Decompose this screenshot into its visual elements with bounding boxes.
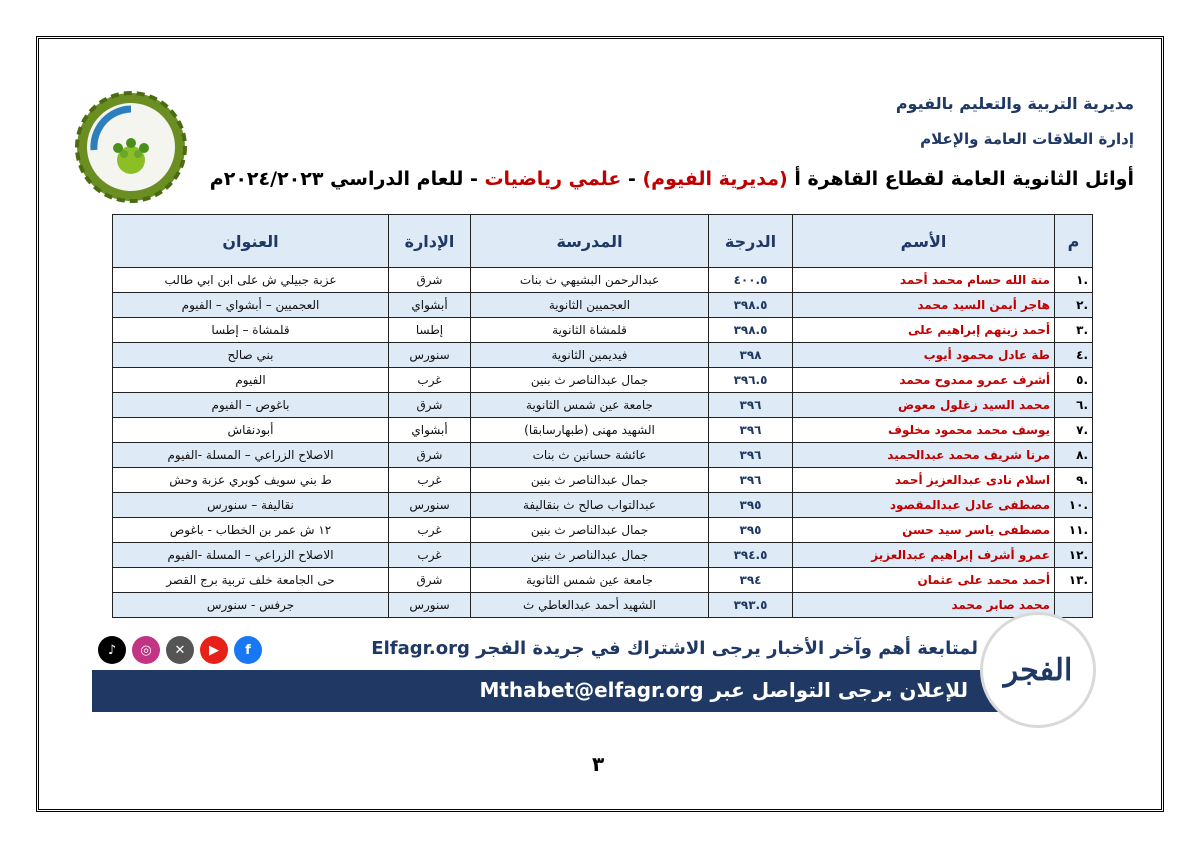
cell-name: منة الله حسام محمد أحمد [793, 268, 1055, 293]
cell-admin: شرق [389, 393, 471, 418]
cell-name: أحمد زينهم إبراهيم على [793, 318, 1055, 343]
cell-num: .٤ [1055, 343, 1093, 368]
cell-address: العجميين – أبشواي – الفيوم [113, 293, 389, 318]
cell-address: قلمشاة – إطسا [113, 318, 389, 343]
cell-grade: ٣٩٥ [709, 493, 793, 518]
cell-name: مصطفى عادل عبدالمقصود [793, 493, 1055, 518]
cell-address: الفيوم [113, 368, 389, 393]
title-part-5: - للعام الدراسي ٢٠٢٤/٢٠٢٣م [209, 168, 478, 190]
cell-address: ط بني سويف كوبري عزبة وحش [113, 468, 389, 493]
table-row [113, 268, 1093, 293]
header-address: العنوان [113, 215, 389, 268]
cell-grade: ٣٩٦ [709, 468, 793, 493]
cell-name: اسلام نادى عبدالعزيز أحمد [793, 468, 1055, 493]
social-icons [98, 636, 262, 664]
cell-name: محمد السيد زغلول معوض [793, 393, 1055, 418]
cell-school: جامعة عين شمس الثانوية [471, 393, 709, 418]
header-grade: الدرجة [709, 215, 793, 268]
table-row [113, 468, 1093, 493]
cell-school: جمال عبدالناصر ث بنين [471, 368, 709, 393]
header-num: م [1055, 215, 1093, 268]
cell-address: حى الجامعة خلف تربية برج القصر [113, 568, 389, 593]
page-number: ٣ [592, 752, 605, 776]
cell-num: .٢ [1055, 293, 1093, 318]
elfagr-logo-icon: الفجر [1003, 652, 1073, 688]
table-row [113, 543, 1093, 568]
cell-grade: ٣٩٤.٥ [709, 543, 793, 568]
cell-admin: أبشواي [389, 418, 471, 443]
cell-school: جمال عبدالناصر ث بنين [471, 518, 709, 543]
table-row [113, 343, 1093, 368]
cell-num: .٣ [1055, 318, 1093, 343]
cell-school: العجميين الثانوية [471, 293, 709, 318]
cell-num [1055, 593, 1093, 618]
title-part-2: (مديرية الفيوم) [642, 168, 788, 190]
cell-grade: ٣٩٦ [709, 393, 793, 418]
cell-admin: غرب [389, 518, 471, 543]
cell-num: .١١ [1055, 518, 1093, 543]
cell-address: ١٢ ش عمر بن الخطاب - باغوص [113, 518, 389, 543]
cell-school: عبدالرحمن البشيهي ث بنات [471, 268, 709, 293]
cell-admin: سنورس [389, 593, 471, 618]
cell-admin: سنورس [389, 493, 471, 518]
cell-grade: ٣٩٨.٥ [709, 293, 793, 318]
cell-school: قلمشاة الثانوية [471, 318, 709, 343]
cell-name: مرنا شريف محمد عبدالحميد [793, 443, 1055, 468]
cell-num: .٩ [1055, 468, 1093, 493]
cell-name: أحمد محمد على عثمان [793, 568, 1055, 593]
cell-grade: ٣٩٨.٥ [709, 318, 793, 343]
cell-grade: ٣٩٦.٥ [709, 368, 793, 393]
results-table-wrap [112, 214, 1092, 618]
cell-school: فيديمين الثانوية [471, 343, 709, 368]
cell-grade: ٣٩٤ [709, 568, 793, 593]
cell-school: الشهيد أحمد عبدالعاطي ث [471, 593, 709, 618]
cell-name: هاجر أيمن السيد محمد [793, 293, 1055, 318]
cell-admin: شرق [389, 443, 471, 468]
table-row [113, 418, 1093, 443]
table-row [113, 593, 1093, 618]
cell-admin: غرب [389, 368, 471, 393]
cell-num: .١٠ [1055, 493, 1093, 518]
title-part-4: علمي رياضيات [484, 168, 622, 190]
directorate-name: مديرية التربية والتعليم بالفيوم [895, 94, 1134, 113]
cell-school: عبدالتواب صالح ث بنقاليفة [471, 493, 709, 518]
cell-school: جمال عبدالناصر ث بنين [471, 543, 709, 568]
cell-num: .١ [1055, 268, 1093, 293]
header-school: المدرسة [471, 215, 709, 268]
cell-address: باغوص – الفيوم [113, 393, 389, 418]
cell-address: بني صالح [113, 343, 389, 368]
cell-grade: ٤٠٠.٥ [709, 268, 793, 293]
cell-name: يوسف محمد محمود مخلوف [793, 418, 1055, 443]
page-title [210, 168, 1134, 190]
cell-num: .١٣ [1055, 568, 1093, 593]
cell-name: مصطفى ياسر سيد حسن [793, 518, 1055, 543]
cell-admin: غرب [389, 468, 471, 493]
table-body [113, 268, 1093, 618]
cell-grade: ٣٩٦ [709, 418, 793, 443]
cell-name: أشرف عمرو ممدوح محمد [793, 368, 1055, 393]
table-row [113, 518, 1093, 543]
cell-address: أبودنقاش [113, 418, 389, 443]
cell-num: .٧ [1055, 418, 1093, 443]
cell-address: الاصلاح الزراعي – المسلة -الفيوم [113, 543, 389, 568]
cell-school: الشهيد مهنى (طبهارسابقا) [471, 418, 709, 443]
instagram-icon[interactable]: ◎ [132, 636, 160, 664]
cell-admin: إطسا [389, 318, 471, 343]
table-row [113, 443, 1093, 468]
cell-address: الاصلاح الزراعي – المسلة -الفيوم [113, 443, 389, 468]
cell-num: .٦ [1055, 393, 1093, 418]
cell-admin: شرق [389, 568, 471, 593]
cell-admin: غرب [389, 543, 471, 568]
cell-num: .٨ [1055, 443, 1093, 468]
cell-admin: أبشواي [389, 293, 471, 318]
x-icon[interactable]: ✕ [166, 636, 194, 664]
table-row [113, 293, 1093, 318]
directorate-logo [72, 88, 190, 206]
directorate-gear-logo-icon [72, 88, 190, 206]
facebook-icon[interactable]: f [234, 636, 262, 664]
youtube-icon[interactable]: ▶ [200, 636, 228, 664]
cell-address: نقاليفة – سنورس [113, 493, 389, 518]
tiktok-icon[interactable]: ♪ [98, 636, 126, 664]
results-table [112, 214, 1093, 618]
cell-grade: ٣٩٥ [709, 518, 793, 543]
header-admin: الإدارة [389, 215, 471, 268]
table-row [113, 393, 1093, 418]
title-part-1: أوائل الثانوية العامة لقطاع القاهرة أ [794, 168, 1134, 190]
cell-address: عزبة جبيلي ش على ابن ابي طالب [113, 268, 389, 293]
cell-name: محمد صابر محمد [793, 593, 1055, 618]
cell-admin: شرق [389, 268, 471, 293]
header-name: الأسم [793, 215, 1055, 268]
department-name: إدارة العلاقات العامة والإعلام [920, 130, 1134, 148]
cell-grade: ٣٩٣.٥ [709, 593, 793, 618]
cell-address: جرفس - سنورس [113, 593, 389, 618]
table-row [113, 318, 1093, 343]
cell-admin: سنورس [389, 343, 471, 368]
cell-grade: ٣٩٦ [709, 443, 793, 468]
title-part-3: - [621, 168, 636, 190]
cell-school: جمال عبدالناصر ث بنين [471, 468, 709, 493]
contact-text: للإعلان يرجى التواصل عبر Mthabet@elfagr.org [479, 678, 968, 702]
cell-name: عمرو أشرف إبراهيم عبدالعزيز [793, 543, 1055, 568]
table-header-row [113, 215, 1093, 268]
cell-grade: ٣٩٨ [709, 343, 793, 368]
cell-num: .١٢ [1055, 543, 1093, 568]
cell-name: طة عادل محمود أيوب [793, 343, 1055, 368]
cell-num: .٥ [1055, 368, 1093, 393]
table-row [113, 568, 1093, 593]
elfagr-badge [980, 612, 1096, 728]
cell-school: جامعة عين شمس الثانوية [471, 568, 709, 593]
subscribe-text: لمتابعة أهم وآخر الأخبار يرجى الاشتراك في جريدة الفجر Elfagr.org [371, 638, 978, 659]
table-row [113, 368, 1093, 393]
cell-school: عائشة حسانين ث بنات [471, 443, 709, 468]
table-row [113, 493, 1093, 518]
